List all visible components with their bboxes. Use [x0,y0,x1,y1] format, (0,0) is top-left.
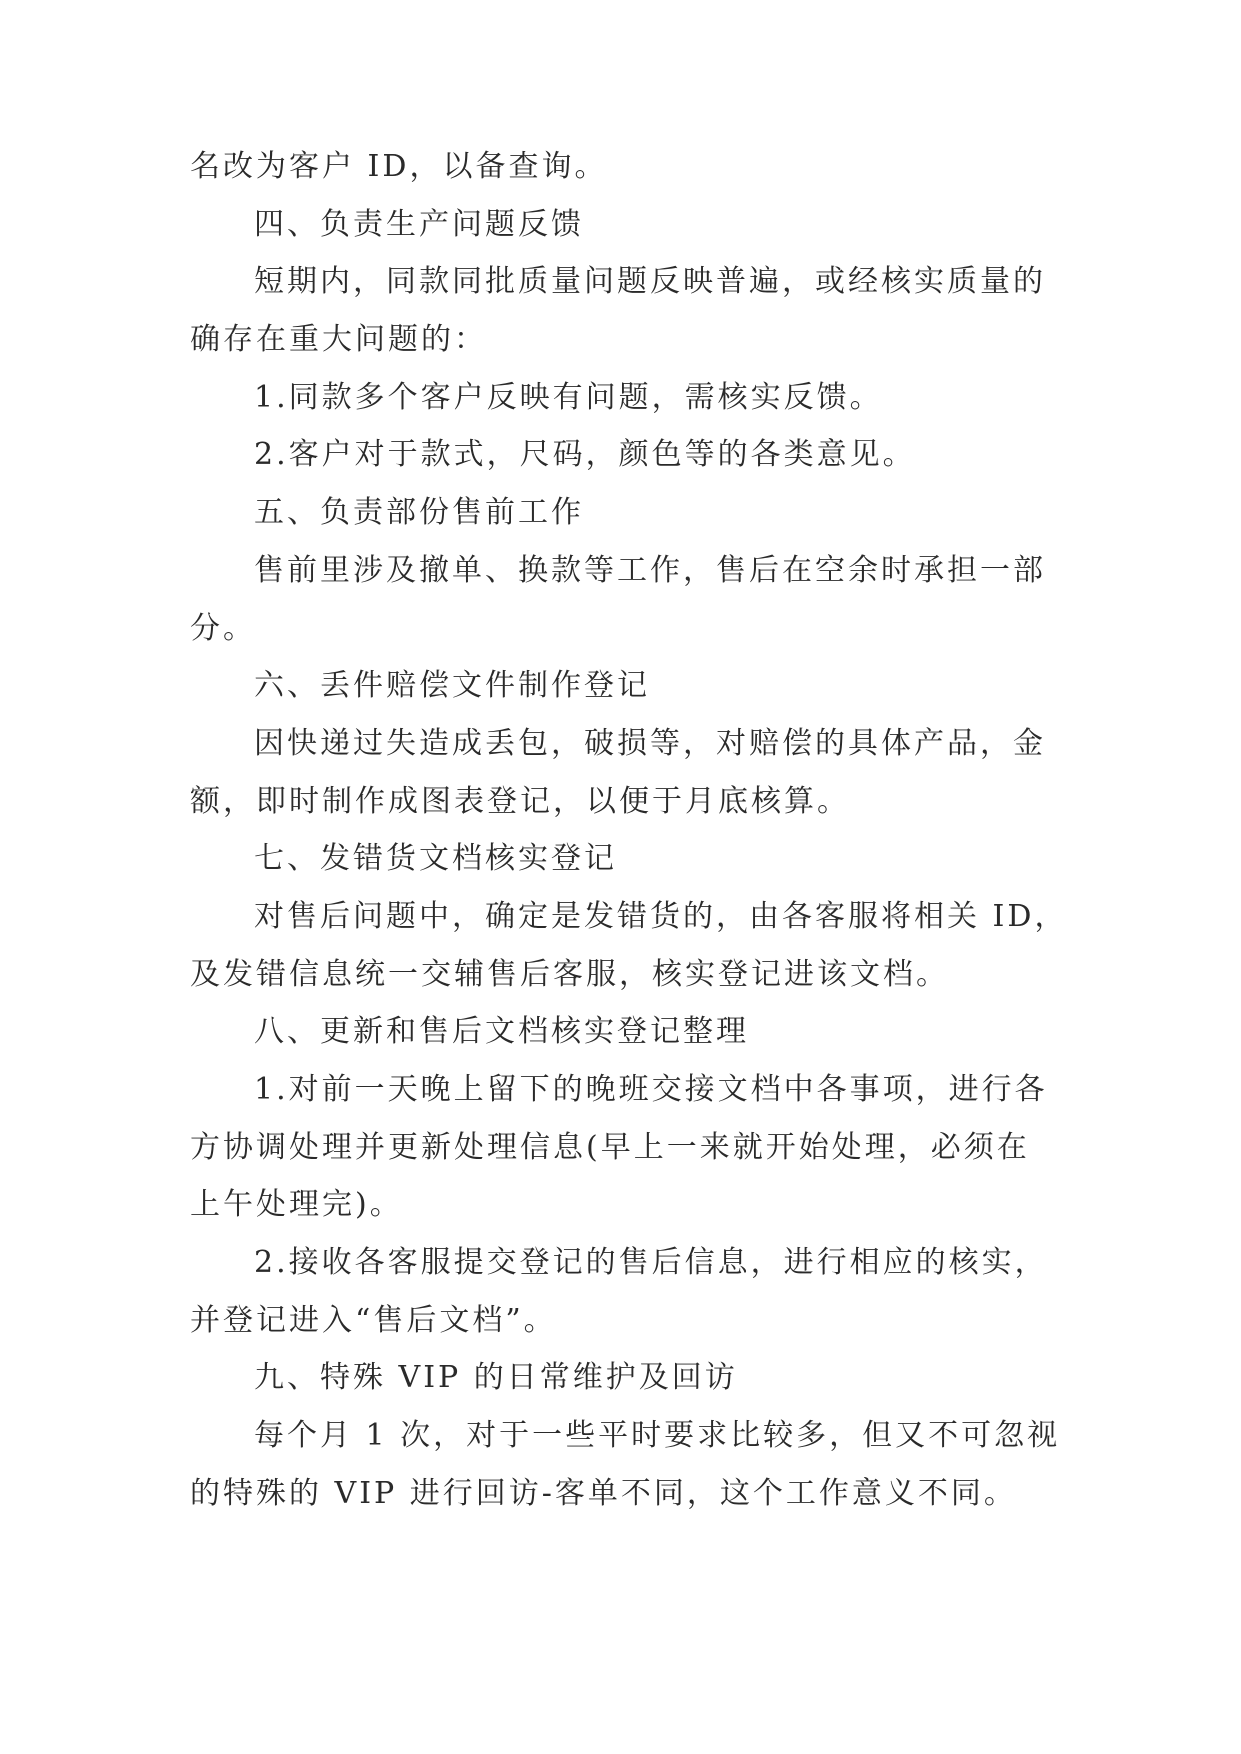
paragraph-line: 短期内，同款同批质量问题反映普遍，或经核实质量的 [254,264,1046,299]
list-item: 2.客户对于款式，尺码，颜色等的各类意见。 [254,437,916,472]
list-item: 1.同款多个客户反映有问题，需核实反馈。 [254,380,883,415]
section-heading: 五、负责部份售前工作 [254,495,584,530]
list-item: 1.对前一天晚上留下的晚班交接文档中各事项，进行各 [254,1072,1048,1107]
list-item: 上午处理完)。 [190,1187,403,1222]
section-heading: 九、特殊 VIP 的日常维护及回访 [254,1360,738,1395]
paragraph-line: 售前里涉及撤单、换款等工作，售后在空余时承担一部 [254,553,1046,588]
paragraph-line: 分。 [190,611,256,646]
text-line: 名改为客户 ID，以备查询。 [190,149,608,184]
paragraph-line: 及发错信息统一交辅售后客服，核实登记进该文档。 [190,957,949,992]
paragraph-line: 的特殊的 VIP 进行回访-客单不同，这个工作意义不同。 [190,1476,1017,1511]
list-item: 2.接收各客服提交登记的售后信息，进行相应的核实， [254,1245,1048,1280]
paragraph-line: 因快递过失造成丢包，破损等，对赔偿的具体产品，金 [254,726,1046,761]
section-heading: 六、丢件赔偿文件制作登记 [254,668,650,703]
paragraph-line: 每个月 1 次，对于一些平时要求比较多，但又不可忽视 [254,1418,1061,1453]
section-heading: 七、发错货文档核实登记 [254,841,617,876]
paragraph-line: 确存在重大问题的： [190,322,487,357]
list-item: 并登记进入“售后文档”。 [190,1303,557,1338]
paragraph-line: 额，即时制作成图表登记，以便于月底核算。 [190,784,850,819]
paragraph-line: 对售后问题中，确定是发错货的，由各客服将相关 ID， [254,899,1068,934]
list-item: 方协调处理并更新处理信息(早上一来就开始处理，必须在 [190,1130,1030,1165]
section-heading: 四、负责生产问题反馈 [254,207,584,242]
section-heading: 八、更新和售后文档核实登记整理 [254,1014,749,1049]
